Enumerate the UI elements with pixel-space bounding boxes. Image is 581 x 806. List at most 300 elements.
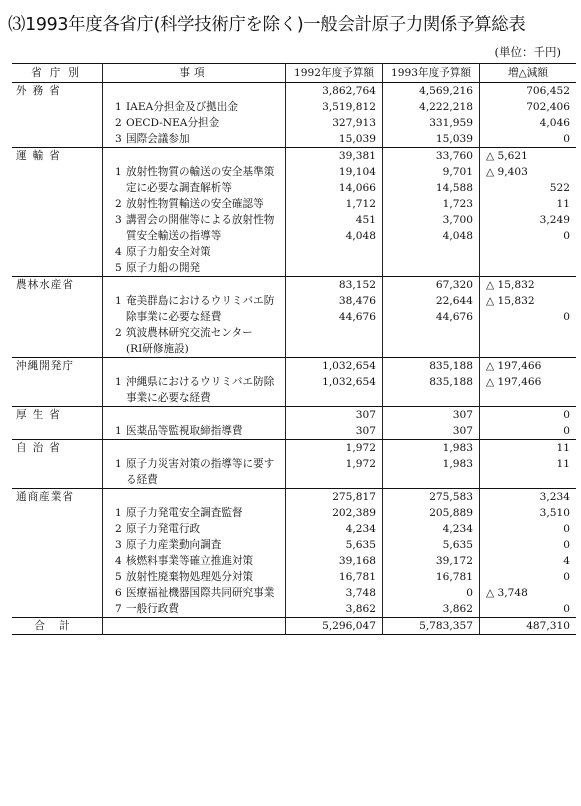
item-number: 2 [115, 117, 122, 129]
item-line [103, 228, 285, 244]
item-line [103, 390, 285, 406]
row-fy1992 [286, 293, 383, 309]
row-item-cell [103, 585, 286, 601]
row-change [480, 423, 577, 440]
row-fy1993-value: 15,039 [435, 133, 473, 145]
row-fy1992 [286, 309, 383, 325]
row-fy1993-value: 14,588 [435, 182, 473, 194]
item-number: 1 [115, 425, 122, 437]
ministry-row [12, 83, 576, 100]
grand-total-fy1993 [383, 618, 480, 635]
ministry-total-change [480, 407, 577, 424]
row-item-cell [103, 164, 286, 180]
row-item-cell [103, 521, 286, 537]
row-fy1992 [286, 341, 383, 358]
row-fy1993 [383, 505, 480, 521]
row-fy1992-value: 1,712 [345, 198, 376, 210]
row-fy1992-value: 3,748 [345, 587, 376, 599]
row-fy1993 [383, 456, 480, 472]
row-change-value: 0 [563, 425, 570, 437]
row-item-cell [103, 505, 286, 521]
row-change-value: 4 [563, 555, 570, 567]
row-fy1993 [383, 309, 480, 325]
ministry-total-change-value: 3,234 [539, 491, 570, 503]
header-change: 増△減額 [480, 64, 577, 83]
row-fy1992-value: 4,234 [345, 523, 376, 535]
row-ministry-cell [12, 212, 103, 228]
item-text: OECD-NEA分担金 [126, 117, 220, 129]
row-fy1993 [383, 244, 480, 260]
row-fy1993 [383, 569, 480, 585]
row-item-cell [103, 553, 286, 569]
row-ministry-cell [12, 115, 103, 131]
row-ministry-cell [12, 585, 103, 601]
row-change [480, 164, 577, 180]
row-fy1993 [383, 521, 480, 537]
item-line [103, 260, 285, 276]
table-row [12, 537, 576, 553]
ministry-item-cell [103, 358, 286, 375]
row-change-value: 0 [563, 311, 570, 323]
item-text: 放射性物質輸送の安全確認等 [126, 198, 264, 210]
item-line [103, 164, 285, 180]
row-fy1993-value: 4,048 [442, 230, 473, 242]
page-title: ⑶1993年度各省庁(科学技術庁を除く)一般会計原子力関係予算総表 [8, 15, 526, 35]
ministry-total-fy1993 [383, 489, 480, 506]
row-fy1993 [383, 537, 480, 553]
grand-total-change [480, 618, 577, 635]
ministry-row [12, 489, 576, 506]
table-row [12, 99, 576, 115]
row-item-cell [103, 472, 286, 489]
ministry-total-change-value: △ 5,621 [486, 150, 528, 162]
row-fy1992 [286, 325, 383, 341]
row-ministry-cell [12, 180, 103, 196]
ministry-row [12, 440, 576, 457]
row-fy1992 [286, 115, 383, 131]
row-ministry-cell [12, 601, 103, 618]
row-item-cell [103, 390, 286, 407]
ministry-row [12, 358, 576, 375]
ministry-item-cell [103, 83, 286, 100]
row-change-value: 11 [556, 198, 570, 210]
table-row [12, 374, 576, 390]
ministry-total-fy1992 [286, 83, 383, 100]
row-fy1993 [383, 390, 480, 407]
row-change-value: △ 197,466 [486, 376, 542, 388]
item-number: 4 [115, 246, 122, 258]
row-change [480, 131, 577, 148]
item-number: 2 [115, 327, 122, 339]
ministry-item-cell [103, 440, 286, 457]
item-number: 4 [115, 555, 122, 567]
ministry-total-fy1993 [383, 148, 480, 165]
header-row [12, 64, 576, 83]
ministry-total-fy1993 [383, 440, 480, 457]
row-item-cell [103, 569, 286, 585]
row-fy1993 [383, 228, 480, 244]
item-line [103, 293, 285, 309]
row-ministry-cell [12, 341, 103, 358]
ministry-total-change [480, 277, 577, 294]
ministry-name: 厚生省 [12, 407, 103, 424]
row-fy1992-value: 307 [355, 425, 376, 437]
item-text: 原子力災害対策の指導等に要す [126, 458, 275, 470]
row-fy1993-value: 3,700 [442, 214, 473, 226]
item-line [103, 309, 285, 325]
row-fy1993-value: 0 [466, 587, 473, 599]
ministry-total-fy1992 [286, 148, 383, 165]
row-fy1992 [286, 537, 383, 553]
row-change-value: 3,249 [539, 214, 570, 226]
row-ministry-cell [12, 260, 103, 277]
row-fy1992 [286, 180, 383, 196]
row-change-value: 522 [549, 182, 570, 194]
item-line [103, 585, 285, 601]
row-ministry-cell [12, 456, 103, 472]
row-change-value: 4,046 [539, 117, 570, 129]
item-number: 1 [115, 295, 122, 307]
row-fy1993-value: 16,781 [435, 571, 473, 583]
row-fy1993 [383, 472, 480, 489]
item-line [103, 537, 285, 553]
row-fy1993 [383, 180, 480, 196]
row-change [480, 472, 577, 489]
row-fy1993-value: 9,701 [442, 166, 473, 178]
ministry-total-fy1992-value: 1,032,654 [322, 360, 376, 372]
table-row [12, 196, 576, 212]
ministry-item-cell [103, 407, 286, 424]
row-item-cell [103, 601, 286, 618]
row-fy1992 [286, 472, 383, 489]
row-item-cell [103, 244, 286, 260]
item-text: 国際会議参加 [126, 133, 190, 145]
row-ministry-cell [12, 309, 103, 325]
row-fy1993-value: 4,222,218 [419, 101, 473, 113]
row-fy1993 [383, 131, 480, 148]
row-fy1992-value: 202,389 [332, 507, 376, 519]
row-fy1993 [383, 585, 480, 601]
row-change [480, 553, 577, 569]
item-text: 奄美群島におけるウリミバエ防 [126, 295, 275, 307]
ministry-total-fy1993-value: 307 [452, 409, 473, 421]
table-row [12, 390, 576, 407]
ministry-total-fy1993-value: 4,569,216 [419, 85, 473, 97]
item-text: 一般行政費 [126, 603, 179, 615]
ministry-total-fy1992 [286, 489, 383, 506]
budget-table [12, 63, 576, 635]
row-fy1992 [286, 505, 383, 521]
ministry-total-fy1993 [383, 407, 480, 424]
table-row [12, 521, 576, 537]
item-text: (RI研修施設) [126, 343, 189, 355]
table-row [12, 244, 576, 260]
ministry-item-cell [103, 489, 286, 506]
row-change [480, 212, 577, 228]
table-row [12, 456, 576, 472]
row-item-cell [103, 537, 286, 553]
header-item: 事項 [103, 64, 286, 83]
ministry-total-change [480, 440, 577, 457]
row-change-value: 0 [563, 133, 570, 145]
row-change-value: 3,510 [539, 507, 570, 519]
ministry-total-fy1993-value: 835,188 [429, 360, 473, 372]
row-fy1992 [286, 585, 383, 601]
item-line [103, 521, 285, 537]
row-change [480, 260, 577, 277]
row-fy1993 [383, 212, 480, 228]
item-text: 原子力発電行政 [126, 523, 201, 535]
row-change-value: 0 [563, 539, 570, 551]
row-fy1992-value: 14,066 [338, 182, 376, 194]
row-item-cell [103, 260, 286, 277]
ministry-total-fy1993 [383, 277, 480, 294]
row-fy1992 [286, 374, 383, 390]
ministry-total-change [480, 358, 577, 375]
table-row [12, 293, 576, 309]
row-fy1992-value: 38,476 [338, 295, 376, 307]
ministry-name: 外務省 [12, 83, 103, 100]
row-fy1992 [286, 164, 383, 180]
item-text: 事業に必要な経費 [126, 392, 211, 404]
row-fy1992 [286, 569, 383, 585]
row-ministry-cell [12, 244, 103, 260]
row-change [480, 180, 577, 196]
ministry-total-fy1992 [286, 407, 383, 424]
ministry-total-fy1992-value: 39,381 [338, 150, 376, 162]
item-line [103, 244, 285, 260]
item-line [103, 99, 285, 115]
item-text: 原子力発電安全調査監督 [126, 507, 243, 519]
row-item-cell [103, 228, 286, 244]
item-text: 放射性物質の輸送の安全基準策 [126, 166, 275, 178]
grand-total-label: 合計 [12, 618, 103, 635]
row-change-value: 702,406 [526, 101, 570, 113]
row-fy1993 [383, 325, 480, 341]
item-line [103, 131, 285, 147]
ministry-total-fy1992 [286, 440, 383, 457]
item-line [103, 212, 285, 228]
item-text: 医薬品等監視取締指導費 [126, 425, 243, 437]
ministry-total-fy1993-value: 33,760 [435, 150, 473, 162]
ministry-name: 運輸省 [12, 148, 103, 165]
table-row [12, 341, 576, 358]
ministry-total-fy1993 [383, 358, 480, 375]
row-fy1993 [383, 99, 480, 115]
row-item-cell [103, 131, 286, 148]
row-fy1993 [383, 115, 480, 131]
row-item-cell [103, 374, 286, 390]
row-change [480, 99, 577, 115]
row-ministry-cell [12, 423, 103, 440]
row-fy1993 [383, 341, 480, 358]
item-text: 定に必要な調査解析等 [126, 182, 232, 194]
table-row [12, 325, 576, 341]
ministry-total-change [480, 148, 577, 165]
row-ministry-cell [12, 293, 103, 309]
header-fy1992: 1992年度予算額 [286, 64, 383, 83]
row-change [480, 228, 577, 244]
item-number: 1 [115, 166, 122, 178]
row-fy1992 [286, 390, 383, 407]
item-number: 2 [115, 198, 122, 210]
grand-total-change-value: 487,310 [526, 620, 570, 632]
ministry-row [12, 277, 576, 294]
row-item-cell [103, 99, 286, 115]
item-text: 原子力船安全対策 [126, 246, 211, 258]
item-text: 核燃料事業等確立推進対策 [126, 555, 254, 567]
row-change [480, 293, 577, 309]
row-fy1992-value: 1,972 [345, 458, 376, 470]
row-item-cell [103, 196, 286, 212]
item-line [103, 325, 285, 341]
ministry-total-change [480, 83, 577, 100]
ministry-row [12, 148, 576, 165]
unit-label: (単位：千円) [494, 45, 561, 59]
row-fy1993 [383, 601, 480, 618]
ministry-total-fy1992 [286, 358, 383, 375]
row-change [480, 569, 577, 585]
item-number: 3 [115, 214, 122, 226]
row-ministry-cell [12, 164, 103, 180]
item-text: 原子力船の開発 [126, 262, 201, 274]
item-number: 1 [115, 376, 122, 388]
row-fy1993 [383, 293, 480, 309]
item-line [103, 553, 285, 569]
ministry-total-fy1992-value: 3,862,764 [322, 85, 376, 97]
table-row [12, 228, 576, 244]
item-line [103, 569, 285, 585]
item-number: 2 [115, 523, 122, 535]
item-line [103, 601, 285, 617]
row-fy1992-value: 5,635 [345, 539, 376, 551]
ministry-row [12, 407, 576, 424]
row-fy1993-value: 3,862 [442, 603, 473, 615]
row-item-cell [103, 180, 286, 196]
row-fy1993 [383, 423, 480, 440]
row-ministry-cell [12, 472, 103, 489]
ministry-name: 沖縄開発庁 [12, 358, 103, 375]
item-text: 筑波農林研究交流センター [126, 327, 253, 339]
table-row [12, 131, 576, 148]
table-row [12, 180, 576, 196]
ministry-name: 自治省 [12, 440, 103, 457]
row-change [480, 456, 577, 472]
row-item-cell [103, 293, 286, 309]
item-line [103, 472, 285, 488]
row-fy1992-value: 451 [355, 214, 376, 226]
item-number: 7 [115, 603, 122, 615]
item-number: 5 [115, 262, 122, 274]
item-line [103, 456, 285, 472]
item-text: る経費 [126, 474, 158, 486]
header-fy1993: 1993年度予算額 [383, 64, 480, 83]
row-change [480, 325, 577, 341]
item-number: 3 [115, 539, 122, 551]
row-item-cell [103, 456, 286, 472]
table-row [12, 260, 576, 277]
row-change [480, 521, 577, 537]
row-fy1992-value: 15,039 [338, 133, 376, 145]
table-row [12, 601, 576, 618]
row-fy1993-value: 307 [452, 425, 473, 437]
item-line [103, 196, 285, 212]
ministry-total-fy1992-value: 1,972 [345, 442, 376, 454]
item-text: 放射性廃棄物処理処分対策 [126, 571, 254, 583]
item-line [103, 180, 285, 196]
row-fy1992-value: 3,519,812 [322, 101, 376, 113]
row-ministry-cell [12, 537, 103, 553]
row-change [480, 196, 577, 212]
item-line [103, 423, 285, 439]
ministry-total-change-value: 0 [563, 409, 570, 421]
row-fy1993-value: 22,644 [435, 295, 473, 307]
row-change [480, 390, 577, 407]
row-fy1992 [286, 521, 383, 537]
row-fy1992 [286, 99, 383, 115]
table-row [12, 164, 576, 180]
row-fy1992 [286, 456, 383, 472]
table-row [12, 585, 576, 601]
row-ministry-cell [12, 569, 103, 585]
row-change [480, 505, 577, 521]
row-fy1993-value: 205,889 [429, 507, 473, 519]
item-line [103, 341, 285, 357]
row-change [480, 115, 577, 131]
row-change [480, 309, 577, 325]
row-fy1992-value: 44,676 [338, 311, 376, 323]
row-fy1992 [286, 212, 383, 228]
row-fy1993 [383, 553, 480, 569]
row-change [480, 341, 577, 358]
ministry-total-fy1993-value: 67,320 [435, 279, 473, 291]
ministry-total-change-value: 11 [556, 442, 570, 454]
row-ministry-cell [12, 228, 103, 244]
row-item-cell [103, 115, 286, 131]
row-change-value: △ 3,748 [486, 587, 528, 599]
item-number: 1 [115, 101, 122, 113]
row-fy1993-value: 1,723 [442, 198, 473, 210]
ministry-total-fy1992-value: 83,152 [338, 279, 376, 291]
row-fy1992 [286, 131, 383, 148]
row-fy1992-value: 16,781 [338, 571, 376, 583]
ministry-item-cell [103, 277, 286, 294]
row-change-value: 0 [563, 571, 570, 583]
row-change-value: 11 [556, 458, 570, 470]
row-fy1992 [286, 260, 383, 277]
row-fy1992-value: 4,048 [345, 230, 376, 242]
table-row [12, 472, 576, 489]
item-number: 3 [115, 133, 122, 145]
row-fy1992 [286, 244, 383, 260]
row-item-cell [103, 309, 286, 325]
table-row [12, 423, 576, 440]
row-ministry-cell [12, 374, 103, 390]
row-ministry-cell [12, 505, 103, 521]
ministry-name: 農林水産省 [12, 277, 103, 294]
grand-total-item-cell [103, 618, 286, 635]
row-fy1993-value: 835,188 [429, 376, 473, 388]
header-ministry: 省庁別 [12, 64, 103, 83]
row-change [480, 374, 577, 390]
row-item-cell [103, 423, 286, 440]
item-line [103, 115, 285, 131]
grand-total-row [12, 618, 576, 635]
row-change-value: 0 [563, 230, 570, 242]
item-text: 除事業に必要な経費 [126, 311, 222, 323]
grand-total-fy1993-value: 5,783,357 [419, 620, 473, 632]
row-fy1992-value: 327,913 [332, 117, 376, 129]
